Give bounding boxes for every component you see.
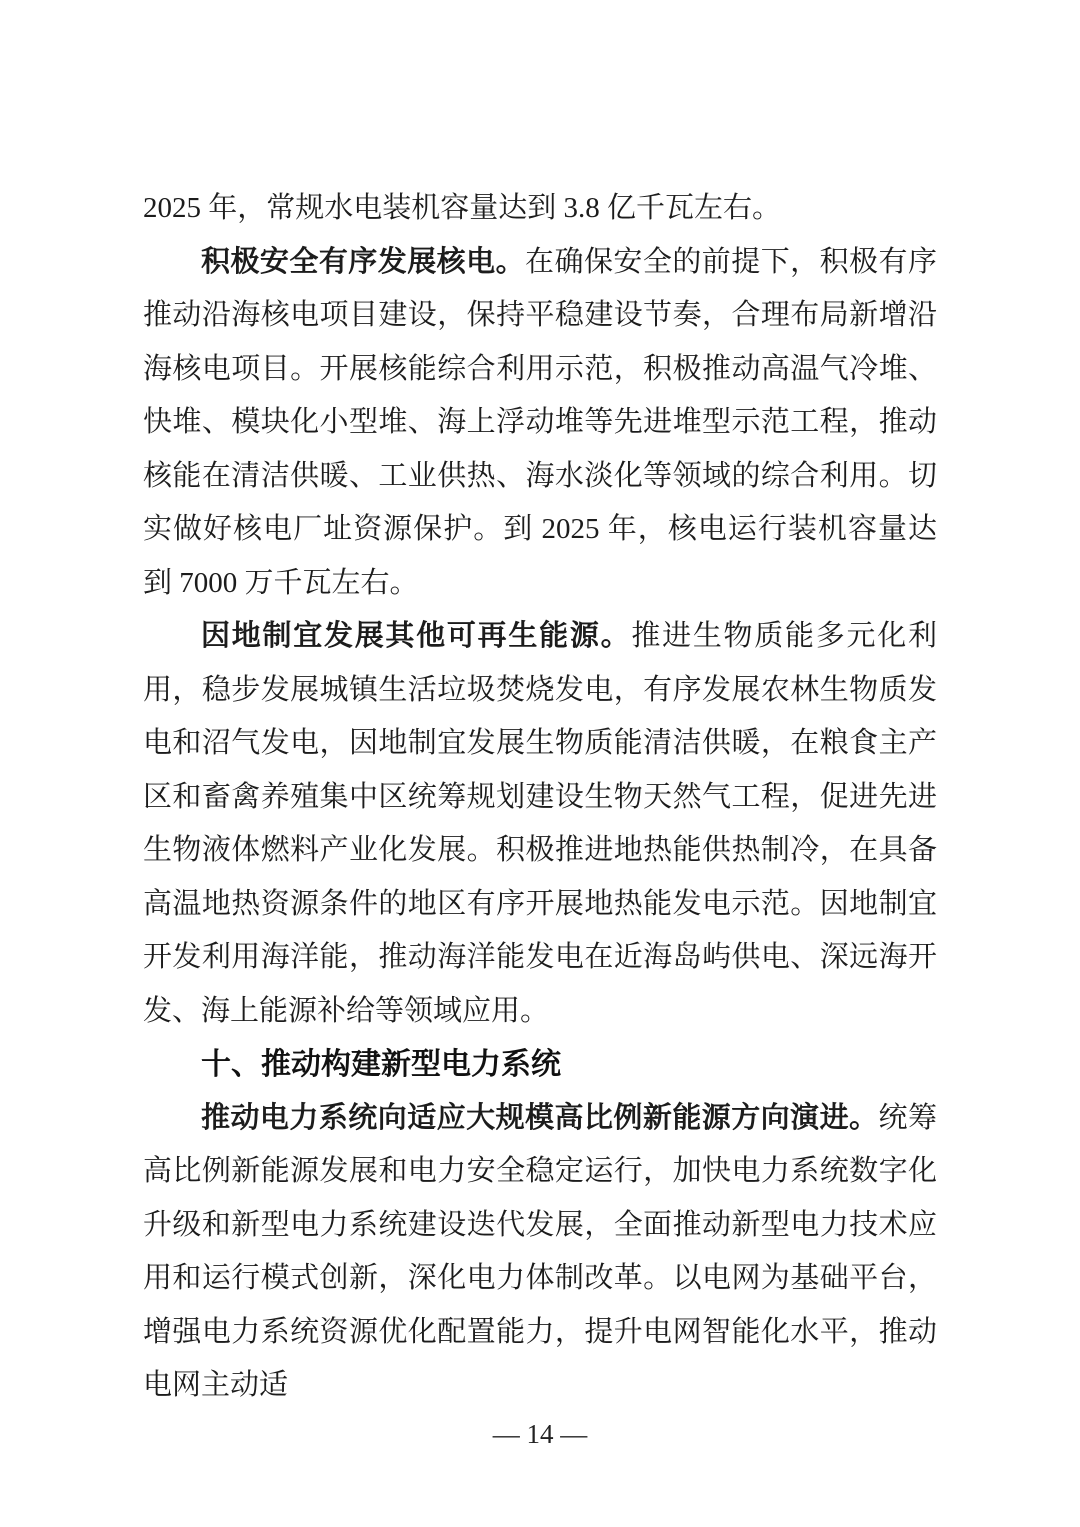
paragraph-nuclear — [143, 236, 937, 611]
paragraph-other-renewables — [143, 610, 937, 1038]
paragraph-text: 推进生物质能多元化利用，稳步发展城镇生活垃圾焚烧发电，有序发展农林生物质发电和沼气发电，因地制宜发展生物质能清洁供暖，在粮食主产区和畜禽养殖集中区统筹规划建设生物天然气工程，促进先进生物液体燃料产业化发展。积极推进地热能供热制冷，在具备高温地热资源条件的地区有序开展地热能发电示范。因地制宜开发利用海洋能，推动海洋能发电在近海岛屿供电、深远海开发、海上能源补给等领域应用。 — [143, 620, 937, 1027]
paragraph-lead-sentence: 积极安全有序发展核电。 — [201, 245, 526, 278]
paragraph-lead-sentence: 推动电力系统向适应大规模高比例新能源方向演进。 — [201, 1101, 879, 1134]
paragraph-power-system — [143, 1092, 937, 1413]
paragraph-hydro-tail — [143, 182, 937, 236]
page-body — [143, 182, 937, 1455]
section-heading: 十、推动构建新型电力系统 — [201, 1048, 561, 1081]
page-number: — 14 — — [492, 1418, 588, 1449]
paragraph-text: 在确保安全的前提下，积极有序推动沿海核电项目建设，保持平稳建设节奏，合理布局新增沿海核电项目。开展核能综合利用示范，积极推动高温气冷堆、快堆、模块化小型堆、海上浮动堆等先进堆型示范工程，推动核能在清洁供暖、工业供热、海水淡化等领域的综合利用。切实做好核电厂址资源保护。到 2025 年，核电运行装机容量达到 7000 万千瓦左右。 — [143, 245, 937, 599]
paragraph-text: 2025 年，常规水电装机容量达到 3.8 亿千瓦左右。 — [143, 192, 782, 224]
paragraph-text: 统筹高比例新能源发展和电力安全稳定运行，加快电力系统数字化升级和新型电力系统建设迭代发展，全面推动新型电力技术应用和运行模式创新，深化电力体制改革。以电网为基础平台，增强电力系统资源优化配置能力，提升电网智能化水平，推动电网主动适 — [143, 1101, 937, 1401]
paragraph-lead-sentence: 因地制宜发展其他可再生能源。 — [201, 620, 632, 652]
